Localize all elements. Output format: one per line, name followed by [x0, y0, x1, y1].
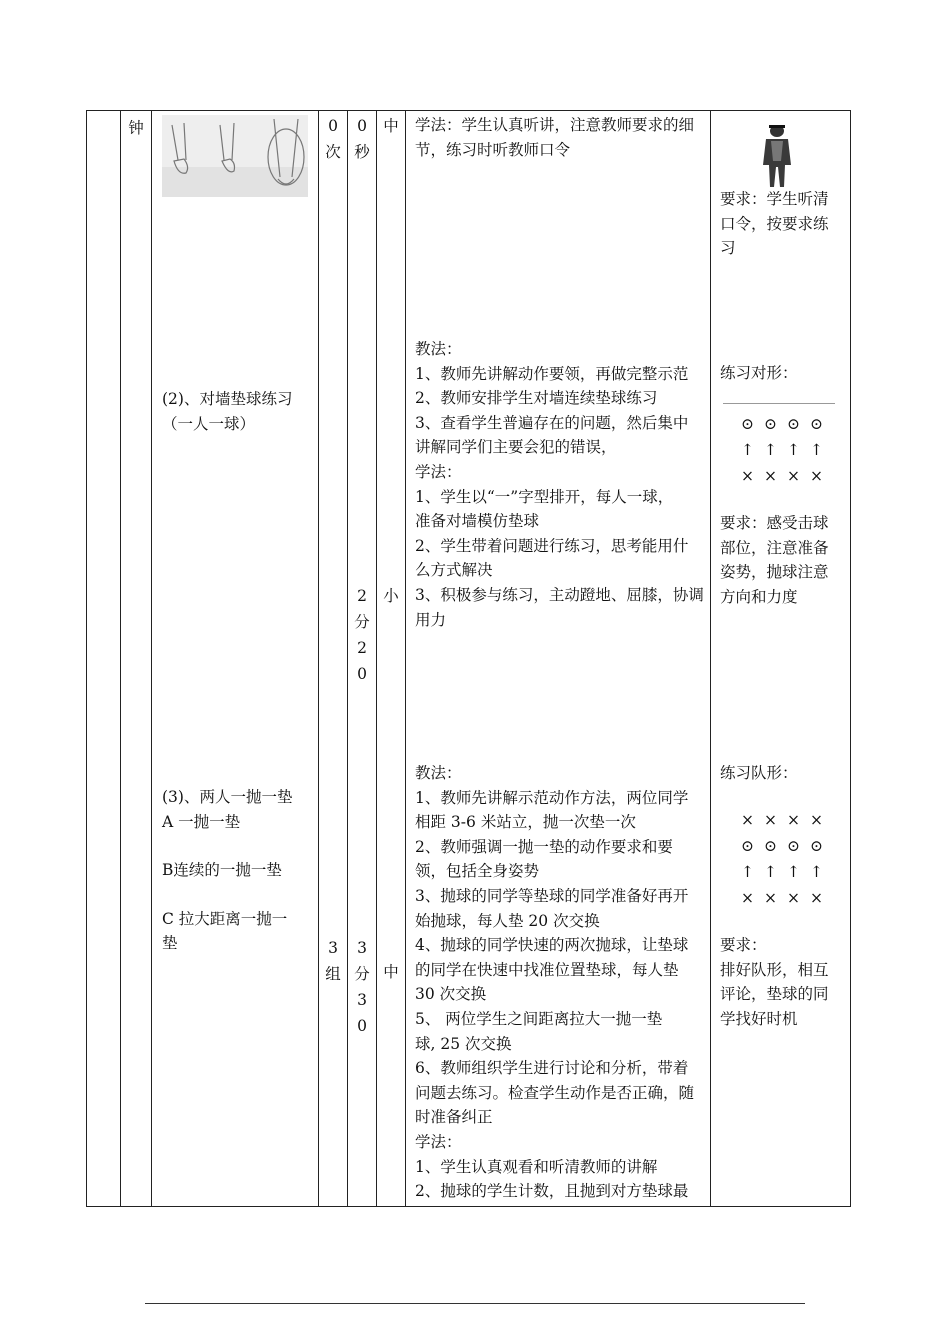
item-2-title: (2)、对墙垫球练习 （一人一球）	[162, 390, 293, 433]
intensity-row3: 中	[383, 963, 399, 981]
formation-row: ↑↑↑↑	[741, 863, 833, 881]
formation-2-title: 练习对形：	[720, 364, 798, 382]
item-3-a: A 一抛一垫	[162, 812, 241, 831]
col-count	[319, 111, 348, 1207]
col-methods	[406, 111, 711, 1207]
col-section	[87, 111, 121, 1207]
passing-hands-illustration	[162, 115, 308, 197]
formation-row: ⊙⊙⊙⊙	[741, 837, 833, 855]
duration-row2: 2 分 2 0	[354, 587, 370, 683]
formation-row: ××××	[741, 467, 833, 485]
methods-block-3: 教法： 1、教师先讲解示范动作方法，两位同学 相距 3-6 米站立，抛一次垫一次 2、教师强调一抛一垫的动作要求和要 领，包括全身姿势 3、抛球的同学等垫球的同学准备好再开 始抛球，每人垫 20 次交换 4、抛球的同学快速的两次抛球，让垫球 的同学在快速中找准位置垫球，每人垫 30 次交换 5、 两位学生之间距离拉大一抛一垫 球, 25 次交换 6、教师组织学生进行讨论和分析，带着 问题去练习。检查学生动作是否正确，随 时准备纠正 学法： 1、学生认真观看和听清教师的讲解 2、抛球的学生计数，且抛到对方垫球最	[415, 764, 695, 1201]
requirement-3: 要求： 排好队形，相互 评论，垫球的同 学找好时机	[720, 936, 829, 1028]
intensity-row1: 中	[383, 117, 399, 135]
intensity-row2: 小	[383, 587, 399, 605]
formation-row: ××××	[741, 811, 833, 829]
lesson-plan-table	[86, 110, 851, 1207]
formation-3	[727, 807, 847, 911]
duration-row3: 3 分 3 0	[354, 939, 370, 1035]
item-3-c-cont: 垫	[162, 934, 178, 953]
methods-block-2: 教法： 1、教师先讲解动作要领，再做完整示范 2、教师安排学生对墙连续垫球练习 3、查看学生普遍存在的问题，然后集中 讲解同学们主要会犯的错误， 学法： 1、学生以“一”字型排开，每人一球， 准备对墙模仿垫球 2、学生带着问题进行练习，思考能用什 么方式解决 3、积极参与练习，主动蹬地、屈膝，协调 用力	[415, 340, 704, 629]
col-organization	[711, 111, 851, 1207]
formation-row: ⊙⊙⊙⊙	[741, 415, 833, 433]
duration-row1: 0 秒	[354, 117, 370, 161]
col-intensity	[377, 111, 406, 1207]
col-content	[152, 111, 319, 1207]
formation-3-title: 练习队形：	[720, 764, 798, 782]
formation-row: ××××	[741, 889, 833, 907]
item-3-title: (3)、两人一抛一垫	[162, 788, 293, 806]
formation-2	[727, 411, 847, 489]
time-label-char: 钟	[128, 119, 144, 137]
methods-block-1: 学法：学生认真听讲，注意教师要求的细 节，练习时听教师口令	[415, 116, 695, 159]
item-3-block	[162, 785, 292, 956]
requirement-1: 要求：学生听清 口令，按要求练 习	[720, 190, 829, 258]
divider-line	[723, 403, 835, 404]
count-row3: 3 组	[325, 939, 341, 983]
requirement-2: 要求：感受击球 部位，注意准备 姿势，抛球注意 方向和力度	[720, 514, 829, 606]
count-row1: 0 次	[325, 117, 341, 161]
formation-row: ↑↑↑↑	[741, 441, 833, 459]
col-duration	[348, 111, 377, 1207]
item-3-b: B连续的一抛一垫	[162, 861, 282, 880]
col-time-label	[121, 111, 152, 1207]
item-3-c: C 拉大距离一抛一	[162, 909, 288, 928]
student-figure-icon	[757, 121, 797, 189]
footer-rule	[145, 1303, 805, 1304]
